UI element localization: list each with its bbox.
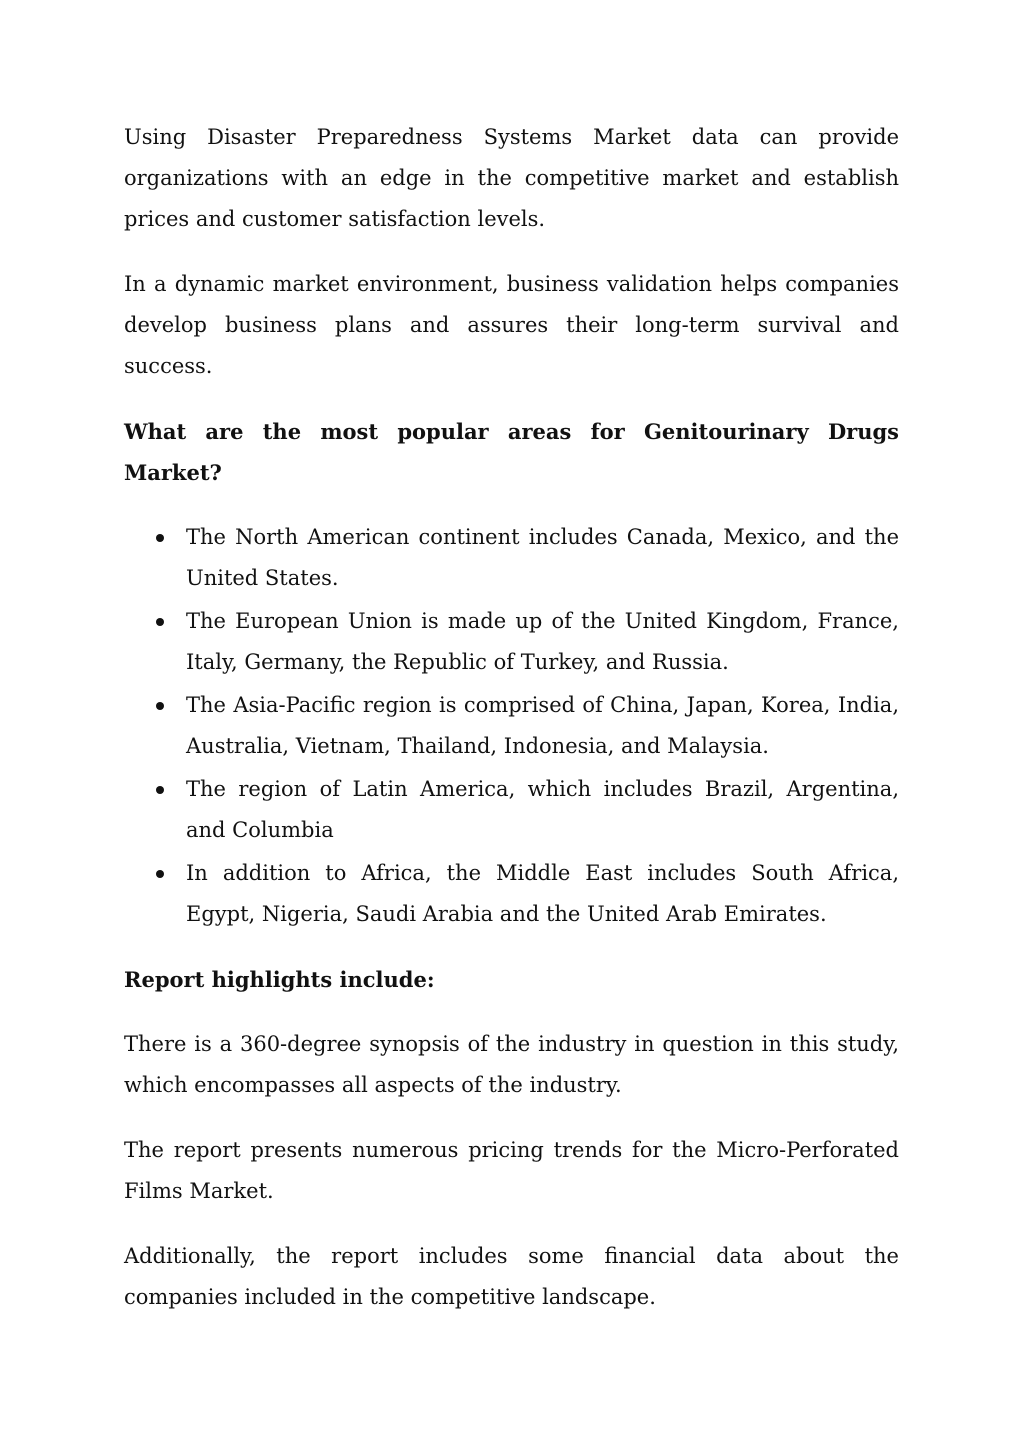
list-item	[124, 853, 899, 935]
list-item	[124, 517, 899, 599]
list-item-text: The North American continent includes Canada, Mexico, and the United States.	[186, 525, 899, 590]
bullet-icon	[156, 870, 164, 878]
list-item	[124, 685, 899, 767]
list-item-text: The European Union is made up of the United Kingdom, France, Italy, Germany, the Republic of Turkey, and Russia.	[186, 609, 899, 674]
list-item-text: In addition to Africa, the Middle East includes South Africa, Egypt, Nigeria, Saudi Arabia and the United Arab Emirates.	[186, 861, 899, 926]
bullet-icon	[156, 702, 164, 710]
bullet-icon	[156, 618, 164, 626]
synopsis-paragraph: There is a 360-degree synopsis of the industry in question in this study, which encompasses all aspects of the industry.	[124, 1032, 899, 1097]
bullet-icon	[156, 786, 164, 794]
list-item-text: The region of Latin America, which includes Brazil, Argentina, and Columbia	[186, 777, 899, 842]
validation-paragraph: In a dynamic market environment, business validation helps companies develop business plans and assures their long-term survival and success.	[124, 272, 899, 378]
list-item	[124, 601, 899, 683]
regions-heading: What are the most popular areas for Genitourinary Drugs Market?	[124, 419, 899, 485]
pricing-paragraph: The report presents numerous pricing trends for the Micro-Perforated Films Market.	[124, 1138, 899, 1203]
regions-list	[124, 517, 899, 935]
highlights-heading: Report highlights include:	[124, 967, 435, 992]
document-page	[124, 117, 899, 1342]
bullet-icon	[156, 534, 164, 542]
financial-paragraph: Additionally, the report includes some financial data about the companies included in the competitive landscape.	[124, 1244, 899, 1309]
intro-paragraph: Using Disaster Preparedness Systems Market data can provide organizations with an edge in the competitive market and establish prices and customer satisfaction levels.	[124, 125, 899, 231]
list-item-text: The Asia-Pacific region is comprised of China, Japan, Korea, India, Australia, Vietnam, Thailand, Indonesia, and Malaysia.	[186, 693, 899, 758]
list-item	[124, 769, 899, 851]
